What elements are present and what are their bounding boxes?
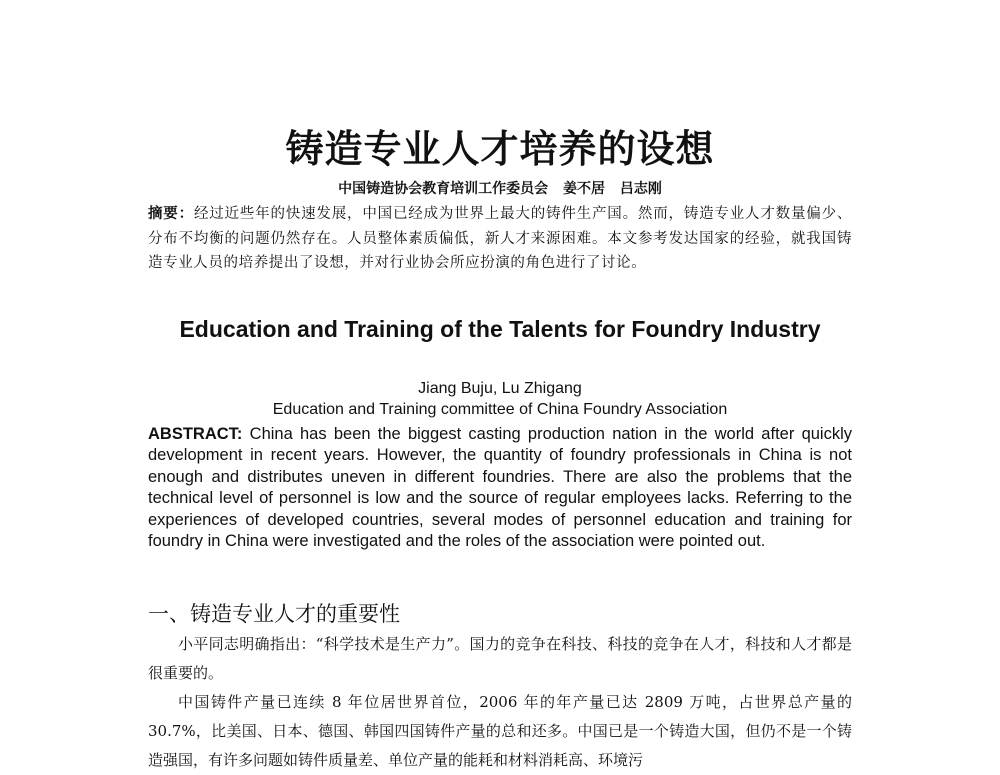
chinese-abstract-label: 摘要： xyxy=(148,206,194,222)
english-affiliation: Education and Training committee of China Foundry Association xyxy=(272,401,728,418)
english-title: Education and Training of the Talents for Foundry Industry xyxy=(179,316,821,342)
chinese-abstract xyxy=(148,202,852,276)
english-abstract-label: ABSTRACT: xyxy=(148,425,243,443)
chinese-authors: 中国铸造协会教育培训工作委员会 姜不居 吕志刚 xyxy=(338,181,662,197)
english-abstract xyxy=(148,424,852,552)
english-authors: Jiang Buju, Lu Zhigang xyxy=(418,380,582,397)
chinese-abstract-text: 经过近些年的快速发展，中国已经成为世界上最大的铸件生产国。然而，铸造专业人才数量偏少、分布不均衡的问题仍然存在。人员整体素质偏低，新人才来源困难。本文参考发达国家的经验，就我国铸造专业人员的培养提出了设想，并对行业协会所应扮演的角色进行了讨论。 xyxy=(148,206,852,271)
body-paragraph: 中国铸件产量已连续 8 年位居世界首位，2006 年的年产量已达 2809 万吨，占世界总产量的 30.7%，比美国、日本、德国、韩国四国铸件产量的总和还多。中国已是一个铸造大国，但仍不是一个铸造强国，有许多问题如铸件质量差、单位产量的能耗和材料消耗高、环境污 xyxy=(148,693,852,769)
section-heading: 一、铸造专业人才的重要性 xyxy=(148,602,400,626)
english-abstract-text: China has been the biggest casting production nation in the world after quickly development in recent years. However, the quantity of foundry professionals in China is not enough and distributes uneven in different foundries. There are also the problems that the technical level of personnel is low and the source of regular employees lacks. Referring to the experiences of developed countries, several modes of personnel education and training for foundry in China were investigated and the roles of the association were pointed out. xyxy=(148,425,852,551)
body-paragraph: 小平同志明确指出：“科学技术是生产力”。国力的竞争在科技、科技的竞争在人才，科技和人才都是很重要的。 xyxy=(148,635,852,682)
chinese-title: 铸造专业人才培养的设想 xyxy=(285,127,715,171)
section-body xyxy=(148,630,852,775)
